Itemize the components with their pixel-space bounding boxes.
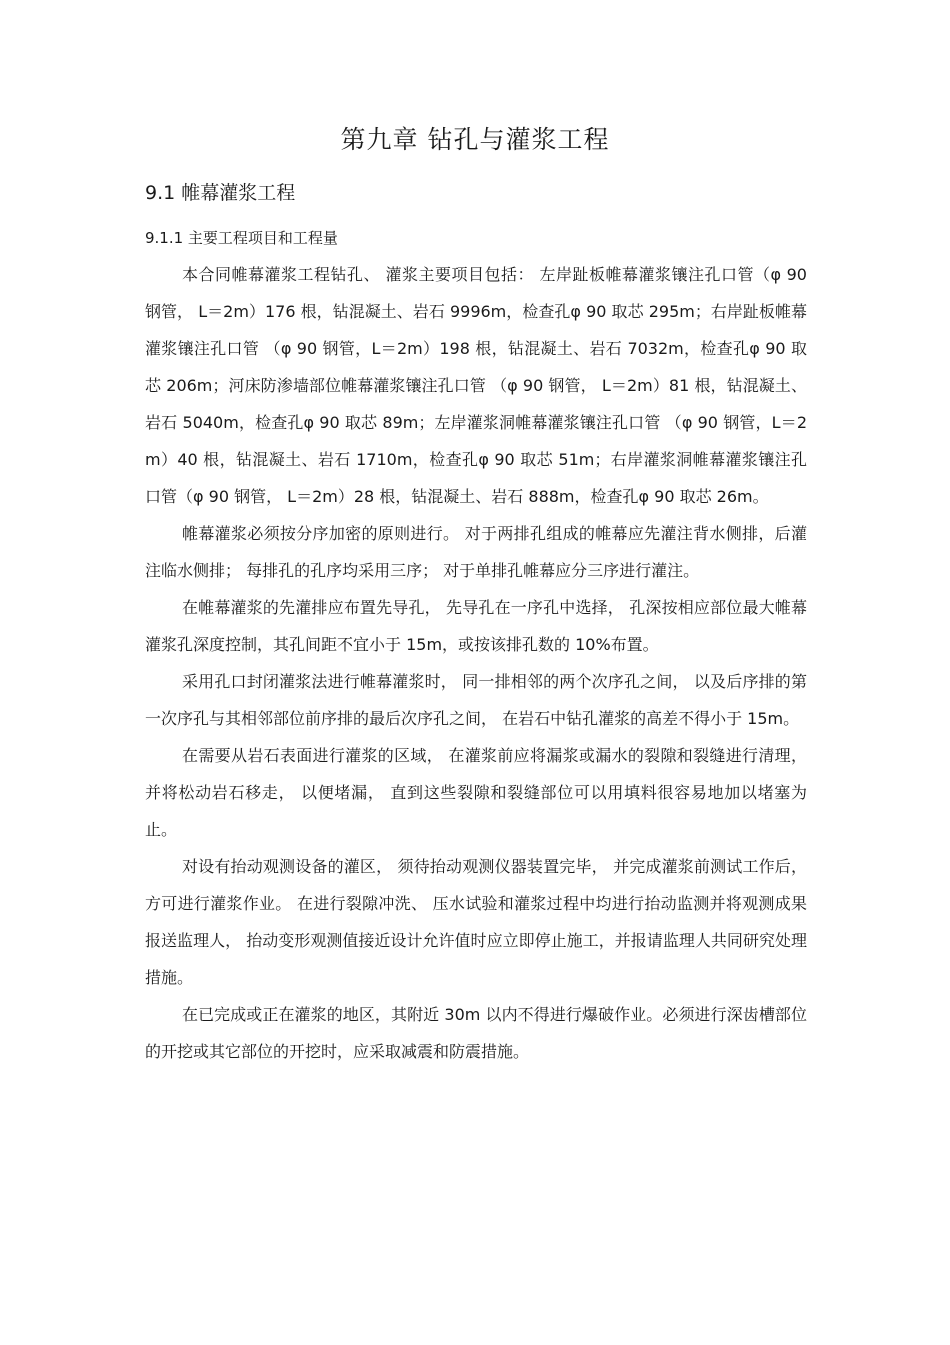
paragraph-blasting-restriction: 在已完成或正在灌浆的地区，其附近 30m 以内不得进行爆破作业。必须进行深齿槽部位的开挖或其它部位的开挖时，应采取减震和防震措施。: [145, 1005, 807, 1061]
subsection-title: 9.1.1 主要工程项目和工程量: [145, 229, 338, 247]
paragraph-grouting-sequence: 帷幕灌浆必须按分序加密的原则进行。 对于两排孔组成的帷幕应先灌注背水侧排，后灌注临水侧排； 每排孔的孔序均采用三序； 对于单排孔帷幕应分三序进行灌注。: [145, 524, 807, 580]
paragraph-height-difference: 采用孔口封闭灌浆法进行帷幕灌浆时， 同一排相邻的两个次序孔之间， 以及后序排的第一次序孔与其相邻部位前序排的最后次序孔之间， 在岩石中钻孔灌浆的高差不得小于 15m。: [145, 672, 807, 728]
paragraph-surface-grouting: 在需要从岩石表面进行灌浆的区域， 在灌浆前应将漏浆或漏水的裂隙和裂缝进行清理， 并将松动岩石移走， 以便堵漏， 直到这些裂隙和裂缝部位可以用填料很容易地加以堵塞为止。: [145, 746, 807, 839]
section-title: 9.1 帷幕灌浆工程: [145, 182, 296, 204]
paragraph-quantities: 本合同帷幕灌浆工程钻孔、 灌浆主要项目包括： 左岸趾板帷幕灌浆镶注孔口管（φ 90 钢管， L＝2m）176 根，钻混凝土、岩石 9996m，检查孔φ 90 取芯 295m；右岸趾板帷幕灌浆镶注孔口管 （φ 90 钢管，L＝2m）198 根，钻混凝土、岩石 7032m，检查孔φ 90 取芯 206m；河床防渗墙部位帷幕灌浆镶注孔口管 （φ 90 钢管， L＝2m）81 根，钻混凝土、岩石 5040m，检查孔φ 90 取芯 89m；左岸灌浆洞帷幕灌浆镶注孔口管 （φ 90 钢管，L＝2m）40 根，钻混凝土、岩石 1710m，检查孔φ 90 取芯 51m；右岸灌浆洞帷幕灌浆镶注孔口管（φ 90 钢管， L＝2m）28 根，钻混凝土、岩石 888m，检查孔φ 90 取芯 26m。: [145, 265, 807, 506]
body-text: [145, 256, 807, 1070]
chapter-title: 第九章 钻孔与灌浆工程: [340, 125, 610, 154]
paragraph-uplift-monitoring: 对设有抬动观测设备的灌区， 须待抬动观测仪器装置完毕， 并完成灌浆前测试工作后， 方可进行灌浆作业。 在进行裂隙冲洗、 压水试验和灌浆过程中均进行抬动监测并将观测成果报送监理人， 抬动变形观测值接近设计允许值时应立即停止施工，并报请监理人共同研究处理措施。: [145, 857, 807, 987]
paragraph-pilot-holes: 在帷幕灌浆的先灌排应布置先导孔， 先导孔在一序孔中选择， 孔深按相应部位最大帷幕灌浆孔深度控制，其孔间距不宜小于 15m，或按该排孔数的 10%布置。: [145, 598, 807, 654]
